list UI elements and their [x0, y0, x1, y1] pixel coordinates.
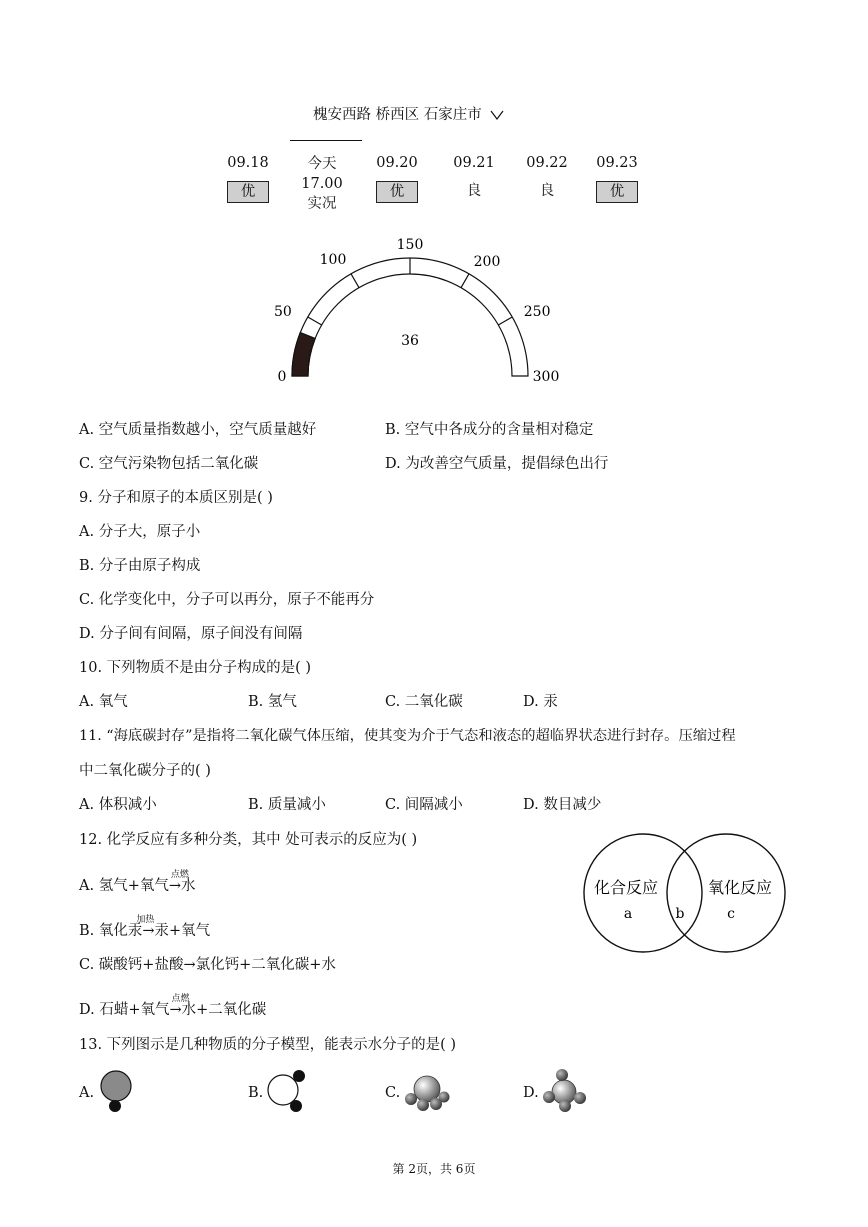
q13-option-a-label: A. — [79, 1085, 95, 1101]
q12-b-condition: 加热 — [136, 915, 155, 925]
q9-option-b: B. 分子由原子构成 — [79, 558, 201, 574]
gauge-tick-label: 300 — [532, 369, 560, 385]
forecast-day[interactable] — [301, 152, 343, 213]
q10-option-b: B. 氢气 — [248, 694, 297, 710]
q11-option-b: B. 质量减小 — [248, 797, 326, 813]
forecast-level-badge: 优 — [376, 181, 418, 203]
forecast-level-badge: 良 — [466, 183, 482, 199]
forecast-day[interactable] — [227, 155, 269, 203]
gauge-tick-label: 200 — [473, 253, 501, 270]
q11-stem-line2: 中二氧化碳分子的( ) — [79, 763, 211, 779]
molecule-c — [403, 1072, 451, 1112]
gauge-tick-label: 100 — [319, 251, 347, 268]
forecast-date: 09.23 — [596, 155, 638, 171]
q11-option-a: A. 体积减小 — [79, 797, 157, 813]
q10-option-d: D. 汞 — [523, 694, 558, 710]
forecast-day[interactable] — [376, 155, 418, 203]
q10-stem: 10. 下列物质不是由分子构成的是( ) — [79, 660, 312, 676]
forecast-date: 09.22 — [526, 155, 568, 171]
q11-stem-line1: 11. “海底碳封存”是指将二氧化碳气体压缩，使其变为介于气态和液态的超临界状态进行封存。压缩过程 — [79, 728, 736, 744]
q10-option-c: C. 二氧化碳 — [385, 694, 463, 710]
molecule-b — [264, 1066, 308, 1114]
molecule-d — [540, 1066, 590, 1114]
q9-option-d: D. 分子间有间隔，原子间没有间隔 — [79, 626, 303, 642]
gauge-tick-label: 0 — [277, 369, 287, 385]
q9-option-c: C. 化学变化中，分子可以再分，原子不能再分 — [79, 592, 375, 608]
q8-option-c: C. 空气污染物包括二氧化碳 — [79, 456, 259, 472]
q12-stem: 12. 化学反应有多种分类，其中 处可表示的反应为( ) — [79, 832, 418, 848]
gauge-tick-label: 250 — [523, 304, 551, 320]
venn-region-a: a — [623, 906, 633, 922]
q9-stem: 9. 分子和原子的本质区别是( ) — [79, 490, 273, 506]
forecast-level-badge: 优 — [596, 181, 638, 203]
aqi-gauge — [0, 230, 868, 390]
venn-region-c: c — [727, 906, 735, 922]
q10-option-a: A. 氧气 — [79, 694, 128, 710]
q13-option-d-label: D. — [523, 1085, 539, 1101]
location-text: 槐安西路 桥西区 石家庄市 — [313, 107, 482, 123]
page-footer: 第 2页，共 6页 — [392, 1162, 476, 1176]
q13-stem: 13. 下列图示是几种物质的分子模型，能表示水分子的是( ) — [79, 1037, 457, 1053]
q12-option-a: A. 氢气+氧气 点燃 →水 — [79, 874, 196, 895]
q13-option-c-label: C. — [385, 1085, 401, 1101]
forecast-time: 17.00 — [301, 176, 343, 192]
q11-option-c: C. 间隔减小 — [385, 797, 463, 813]
q8-option-a: A. 空气质量指数越小，空气质量越好 — [79, 422, 317, 438]
forecast-level-badge: 优 — [227, 181, 269, 203]
q12-option-d: D. 石蜡+氧气 点燃 →水+二氧化碳 — [79, 998, 266, 1019]
q13-option-b-label: B. — [248, 1085, 264, 1101]
forecast-date: 09.20 — [376, 155, 418, 171]
forecast-day[interactable] — [526, 155, 568, 201]
q9-option-a: A. 分子大，原子小 — [79, 524, 201, 540]
q12-option-c: C. 碳酸钙+盐酸→氯化钙+二氧化碳+水 — [79, 957, 336, 973]
gauge-tick-label: 50 — [273, 304, 292, 320]
gauge-value-label: 36 — [401, 333, 419, 349]
location-header[interactable] — [313, 103, 504, 124]
gauge-fill — [292, 333, 315, 376]
venn-left-label: 化合反应 — [593, 878, 659, 897]
q12-d-condition: 点燃 — [171, 994, 190, 1004]
q11-option-d: D. 数目减少 — [523, 797, 602, 813]
venn-diagram — [568, 830, 798, 960]
forecast-day[interactable] — [453, 155, 495, 201]
molecule-a — [98, 1068, 138, 1116]
forecast-day[interactable] — [596, 155, 638, 203]
q8-option-d: D. 为改善空气质量，提倡绿色出行 — [385, 456, 609, 472]
forecast-date: 09.18 — [227, 155, 269, 171]
q8-option-b: B. 空气中各成分的含量相对稳定 — [385, 422, 594, 438]
forecast-note: 实况 — [307, 196, 337, 212]
forecast-level-badge: 良 — [539, 183, 555, 199]
forecast-date: 今天 — [307, 156, 337, 172]
gauge-track — [292, 258, 528, 376]
forecast-date: 09.21 — [453, 155, 495, 171]
gauge-tick-label: 150 — [396, 237, 424, 253]
venn-region-b: b — [675, 906, 685, 922]
today-underline — [290, 140, 362, 141]
q12-a-condition: 点燃 — [170, 870, 189, 880]
q12-option-b: B. 氧化汞 加热 →汞+氧气 — [79, 919, 210, 940]
chevron-down-icon — [490, 110, 504, 120]
venn-right-label: 氧化反应 — [707, 878, 773, 897]
